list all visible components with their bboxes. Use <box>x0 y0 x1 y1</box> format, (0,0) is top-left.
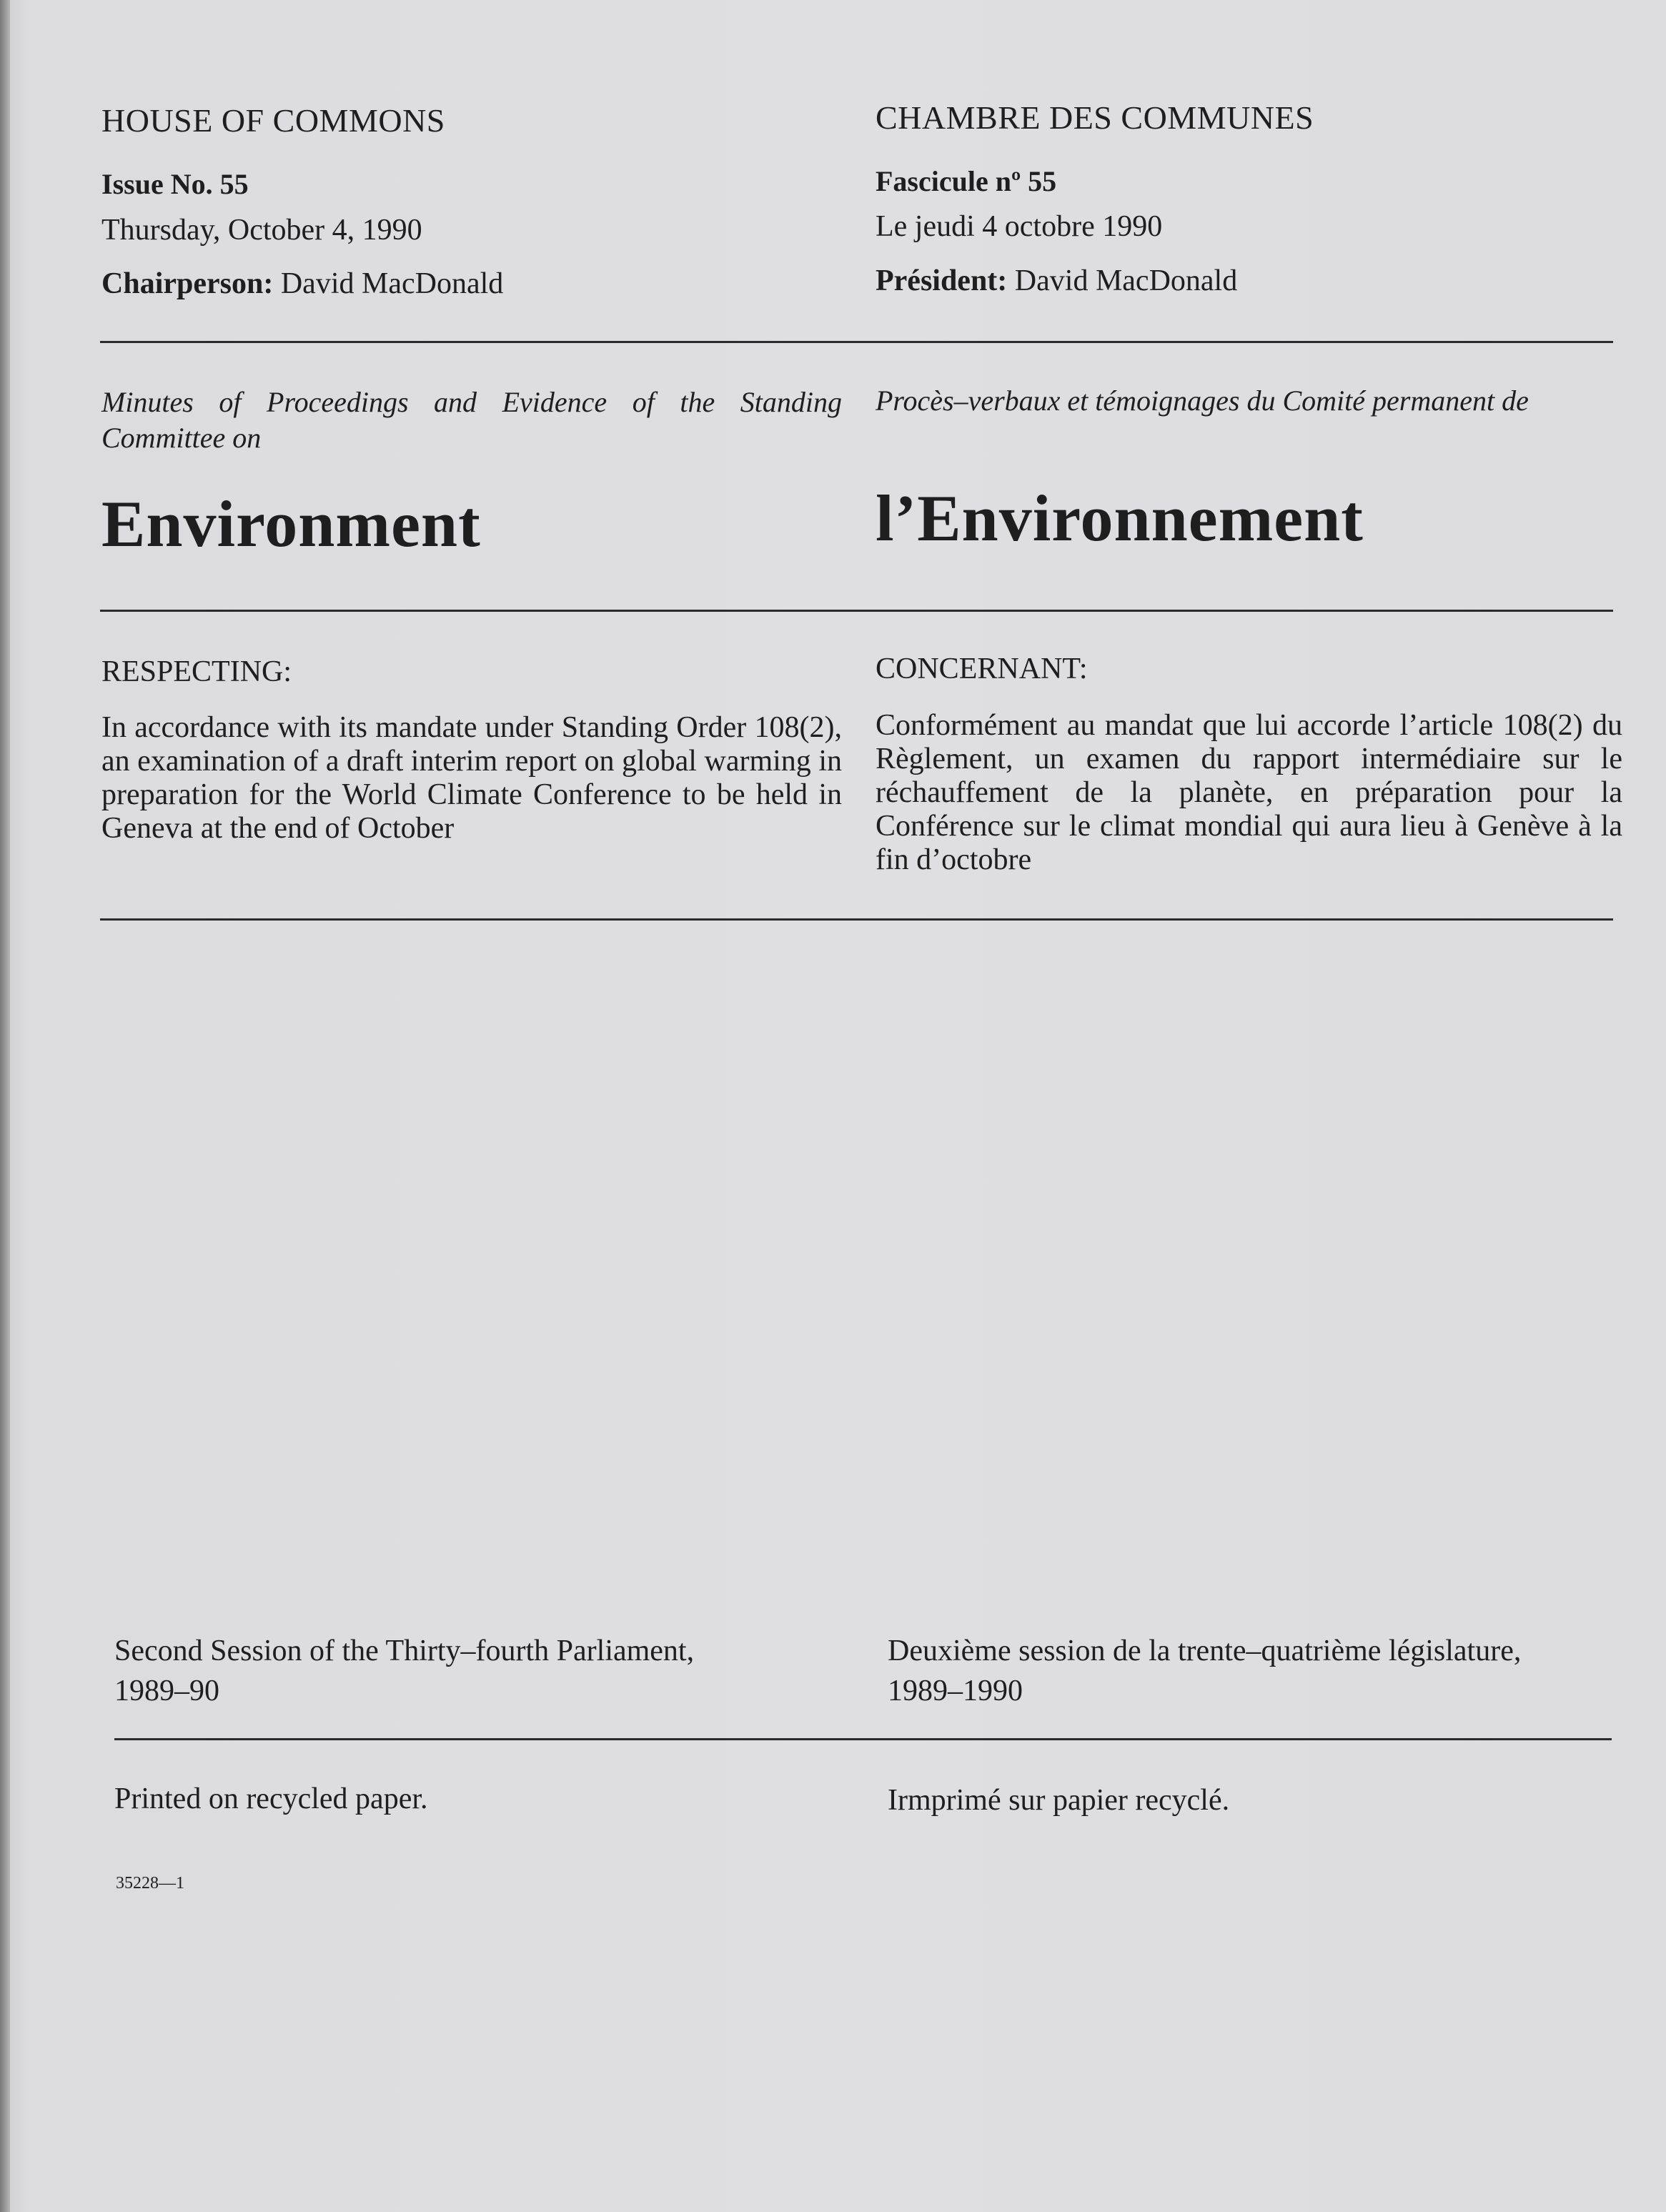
fascicule-date: Le jeudi 4 octobre 1990 <box>876 210 1163 243</box>
president-label: Président: <box>876 264 1008 297</box>
minutes-line: Minutes of Proceedings and Evidence of the Standing <box>101 386 842 418</box>
issue-date: Thursday, October 4, 1990 <box>101 214 422 247</box>
president-name: David MacDonald <box>1014 264 1238 297</box>
chairperson-name: David MacDonald <box>280 267 504 300</box>
committee-title-english: Environment <box>101 487 481 560</box>
imprime-sur-papier-recycle: Irmprimé sur papier recyclé. <box>888 1784 1230 1817</box>
proces-verbaux-description: Procès–verbaux et témoignages du Comité permanent de <box>876 385 1529 417</box>
divider-rule <box>100 610 1613 612</box>
print-code: 35228—1 <box>116 1874 184 1893</box>
issue-number: Issue No. 55 <box>101 168 249 200</box>
printed-on-recycled-paper: Printed on recycled paper. <box>114 1782 428 1815</box>
session-english <box>114 1631 858 1711</box>
president-line <box>876 264 1622 298</box>
minutes-description <box>101 385 842 456</box>
session-line: Second Session of the Thirty–fourth Parliament, <box>114 1635 695 1667</box>
divider-rule <box>100 341 1613 343</box>
fascicule-number: Fascicule nº 55 <box>876 165 1057 197</box>
divider-rule <box>100 918 1613 921</box>
session-years: 1989–1990 <box>888 1675 1023 1707</box>
chambre-des-communes-heading: CHAMBRE DES COMMUNES <box>876 99 1314 136</box>
chairperson-line <box>101 267 842 301</box>
session-french <box>888 1631 1624 1711</box>
binding-edge <box>0 0 10 2212</box>
concernant-heading: CONCERNANT: <box>876 653 1088 685</box>
house-of-commons-heading: HOUSE OF COMMONS <box>101 102 445 139</box>
chairperson-label: Chairperson: <box>101 267 274 300</box>
session-years: 1989–90 <box>114 1675 219 1707</box>
committee-title-french: l’Environnement <box>876 482 1364 555</box>
session-line: Deuxième session de la trente–quatrième législature, <box>888 1635 1522 1667</box>
respecting-heading: RESPECTING: <box>101 655 292 688</box>
divider-rule <box>114 1738 1612 1740</box>
minutes-line: Committee on <box>101 422 262 454</box>
respecting-text: In accordance with its mandate under Standing Order 108(2), an examination of a draft interim report on global warming in preparation for the World Climate Conference to be held in Geneva at the end of October <box>101 711 842 845</box>
concernant-text: Conformément au mandat que lui accorde l’article 108(2) du Règlement, un examen du rapport intermédiaire sur le réchauffement de la planète, en préparation pour la Conférence sur le climat mondial qui aura lieu à Genève à la fin d’octobre <box>876 709 1622 876</box>
